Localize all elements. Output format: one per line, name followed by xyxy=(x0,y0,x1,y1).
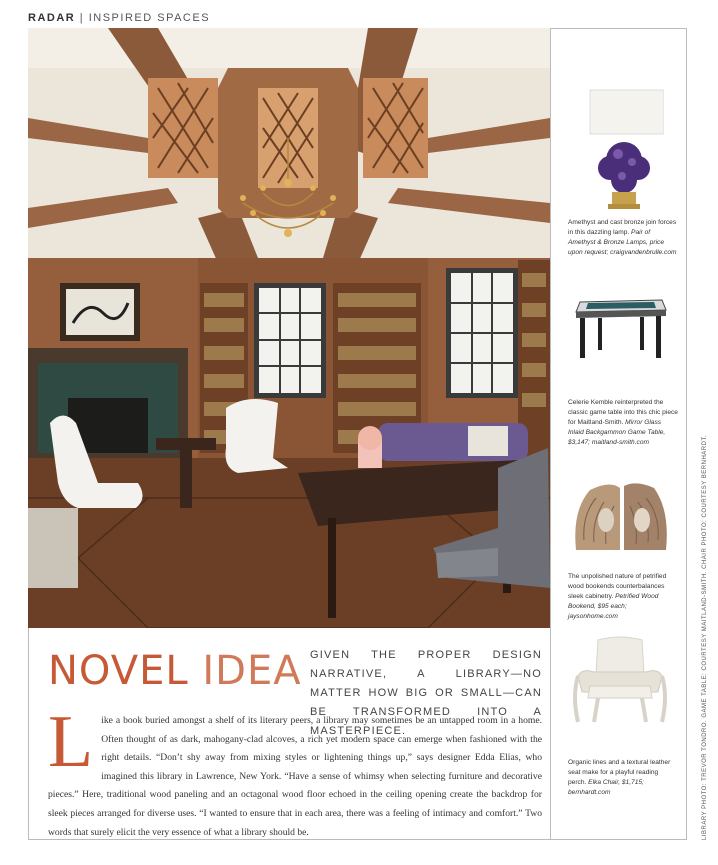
chair-caption xyxy=(568,758,678,798)
article-title xyxy=(48,648,302,694)
subsection-name: INSPIRED SPACES xyxy=(88,12,211,24)
game-table-caption-text: Celerie Kemble reinterpreted the classic game table into this chic piece for Maitland-Smith. xyxy=(568,399,678,426)
bookends-caption-text: The unpolished nature of petrified wood bookends counterbalances sleek cabinetry. xyxy=(568,573,667,600)
lamp-caption xyxy=(568,218,678,258)
article-dek: GIVEN THE PROPER DESIGN NARRATIVE, A LIBRARY—NO MATTER HOW BIG OR SMALL—CAN BE TRANSFORMED INTO A MASTERPIECE. xyxy=(310,649,542,737)
bookends-caption-credit: Petrified Wood Bookend, $95 each; jaysonhome.com xyxy=(568,593,659,620)
section-name: RADAR xyxy=(28,12,76,24)
title-word-novel: NOVEL xyxy=(48,648,189,694)
header-separator: | xyxy=(79,12,85,24)
bookends-image xyxy=(570,480,674,558)
game-table-caption xyxy=(568,398,678,448)
drop-cap: L xyxy=(48,701,94,783)
title-word-idea: IDEA xyxy=(202,648,302,694)
lamp-caption-text: Amethyst and cast bronze join forces in this dazzling lamp. xyxy=(568,219,677,236)
photo-credits xyxy=(702,434,712,840)
photo-credits-text: LIBRARY PHOTO: TREVOR TONDRO. GAME TABLE: COURTESY MAITLAND-SMITH. CHAIR PHOTO: COURTESY BERNHARDT. xyxy=(702,434,708,840)
game-table-caption-credit: Mirror Glass Inlaid Backgammon Game Table, $3,147; maitland-smith.com xyxy=(568,419,666,446)
library-photo xyxy=(28,28,550,628)
article-body xyxy=(48,701,542,842)
game-table-image xyxy=(570,296,670,362)
lamp-caption-credit: Pair of Amethyst & Bronze Lamps, price upon request; craigvandenbrulle.com xyxy=(568,229,677,256)
bookends-caption xyxy=(568,572,678,622)
chair-caption-credit: Elka Chair, $1,715; bernhardt.com xyxy=(568,779,644,796)
column-divider xyxy=(550,28,551,840)
elka-chair-image xyxy=(572,636,668,728)
section-header xyxy=(28,12,210,24)
article-body-text: ike a book buried amongst a shelf of its literary peers, a library may sometimes be an untapped room in a home. Often thought of as dark, mahogany-clad alcoves, a rich yet modern space can emerge when fashioned with the right details. “Don’t shy away from mixing styles or lightening things up,” says designer Edda Elias, who imagined this library in Lawrence, New York. “Have a sense of whimsy when selecting furniture and decorative pieces.” Here, traditional wood paneling and an octagonal wood floor echoed in the ceiling opening create the backdrop for sleek pieces arranged for diverse uses. “I wanted to ensure that in each area, there was a feeling of intimacy and comfort.” Two words that surely elicit the very essence of what a library should be. xyxy=(48,715,542,838)
chair-caption-text: Organic lines and a textural leather seat make for a playful reading perch. xyxy=(568,759,671,786)
amethyst-lamp-image xyxy=(582,88,664,212)
